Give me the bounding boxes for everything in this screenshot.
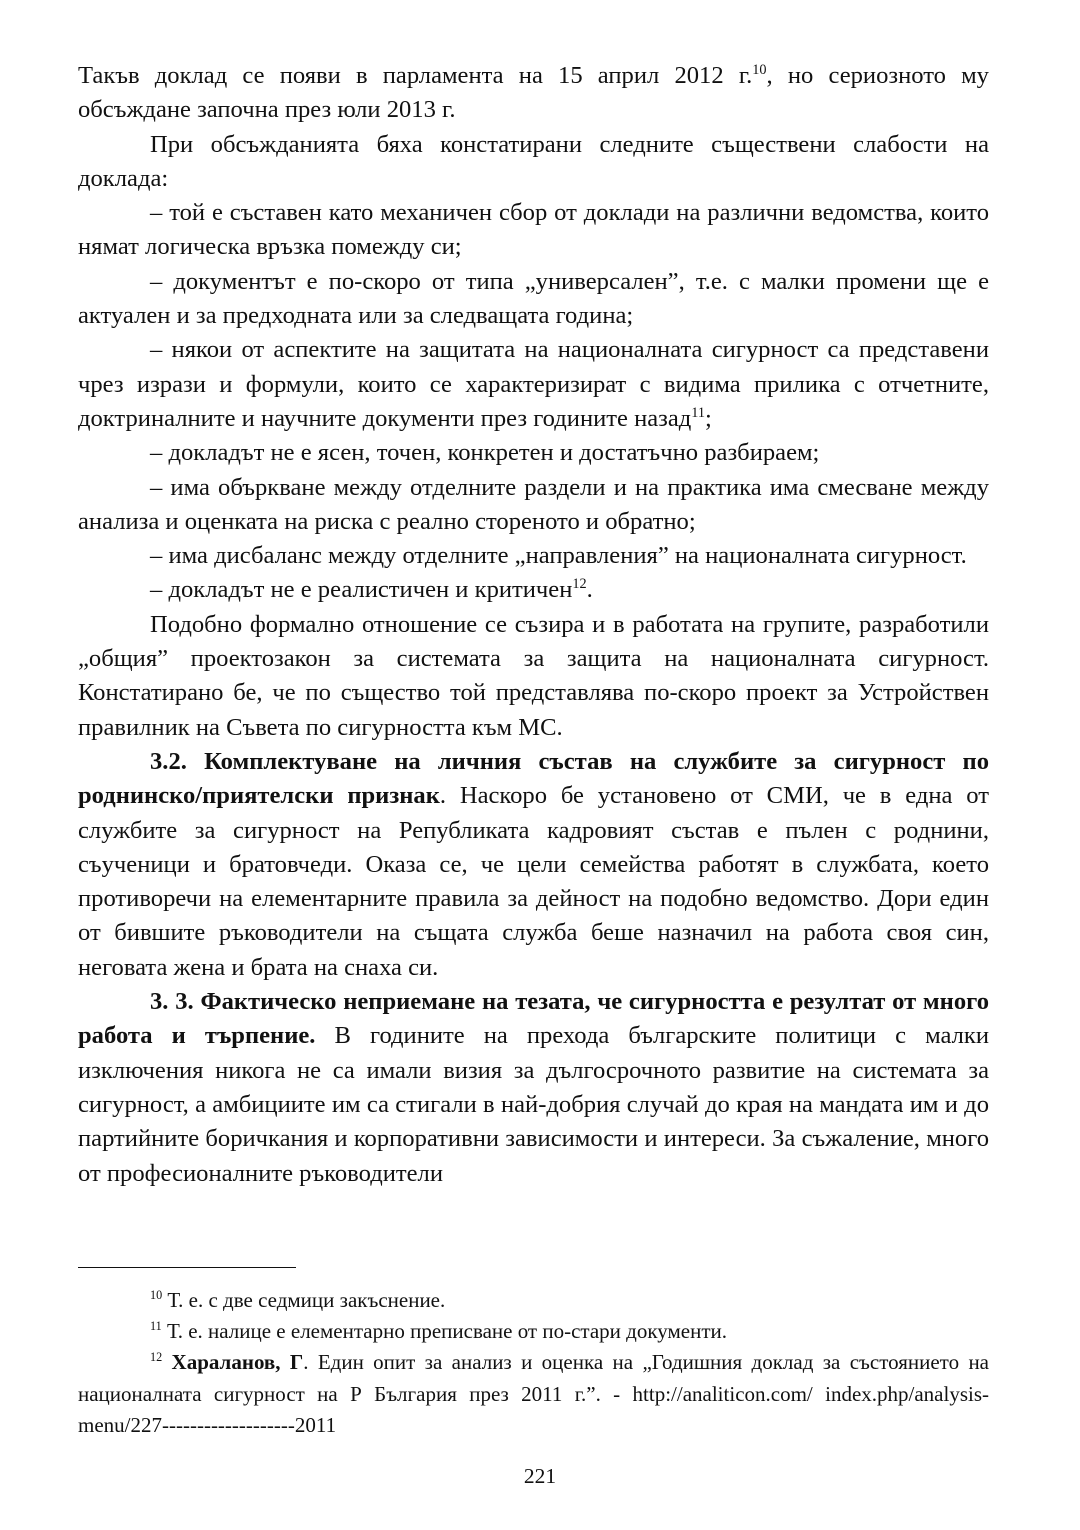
paragraph-2 xyxy=(78,128,989,197)
list-item-3 xyxy=(78,333,989,436)
section-3-2-paragraph xyxy=(78,745,989,985)
page-number: 221 xyxy=(523,1464,557,1488)
text-run: , но сериозното му обсъждане започна през юли 2013 г. xyxy=(78,62,989,124)
footnote-separator xyxy=(78,1267,296,1268)
text-run: В годините на прехода българските политици с малки изключения никога не са имали визия за дългосрочното развитие на системата за сигурност, а амбициите им са стигали в най-добрия случай до края на мандата им и до партийните боричкания и корпоративни зависимости и интереси. За съжаление, много от професионалните ръководители xyxy=(78,1022,990,1187)
paragraph-1 xyxy=(78,59,989,128)
text-run: . Наскоро бе установено от СМИ, че в една от службите за сигурност на Републиката кадровият състав е пълен с роднини, съученици и братовчеди. Оказа се, че цели семейства работят в службата, което противоречи на елементарните правила за дейност на подобно ведомство. Дори един от бившите ръководители на същата служба беше назначил на работа своя син, неговата жена и брата на снаха си. xyxy=(78,782,989,981)
bold-text: Хараланов, Г xyxy=(171,1350,304,1375)
list-item-4 xyxy=(78,436,989,470)
footnote-ref: 10 xyxy=(150,1288,163,1302)
section-3-3-paragraph xyxy=(78,985,989,1191)
text-run: – има дисбаланс между отделните „направления” на националната сигурност. xyxy=(150,542,967,570)
text-run: – докладът не е реалистичен и критичен xyxy=(150,576,573,604)
footnote-10 xyxy=(78,1285,989,1316)
list-item-1 xyxy=(78,196,989,265)
text-run: Т. е. с две седмици закъснение. xyxy=(162,1288,446,1312)
footnote-ref: 12 xyxy=(572,576,587,593)
footnotes xyxy=(78,1285,989,1441)
text-run: . xyxy=(586,576,593,604)
text-run: – документът е по-скоро от типа „универсален”, т.е. с малки промени ще е актуален и за предходната или за следващата година; xyxy=(78,267,989,330)
text-run: – той е съставен като механичен сбор от доклади на различни ведомства, които нямат логическа връзка помежду си; xyxy=(78,199,989,261)
paragraph-3 xyxy=(78,608,989,745)
bold-text: 3. 3. Фактическо неприемане на тезата, че сигурността е резултат от много работа и търпение. xyxy=(78,988,989,1050)
body-text xyxy=(78,59,989,1191)
footnote-ref: 10 xyxy=(752,61,767,78)
footnote-ref: 12 xyxy=(150,1350,163,1365)
footnote-ref: 11 xyxy=(150,1319,162,1334)
footnote-11 xyxy=(78,1316,989,1347)
text-run: – някои от аспектите на защитата на националната сигурност са представени чрез изрази и формули, които се характеризират с видима прилика с отчетните, доктриналните и научните документи през годините назад xyxy=(78,336,989,432)
list-item-7 xyxy=(78,573,989,607)
list-item-5 xyxy=(78,471,989,540)
text-run: Такъв доклад се появи в парламента на 15 април 2012 г. xyxy=(78,62,753,89)
text-run: Подобно формално отношение се съзира и в работата на групите, разработили „общия” проектозакон за системата за защита на националната сигурност. Констатирано бе, че по същество той представлява по-скоро проект за Устройствен правилник на Съвета по сигурността към МС. xyxy=(78,610,989,741)
list-item-6 xyxy=(78,539,989,573)
footnote-ref: 11 xyxy=(691,404,706,421)
text-run: При обсъжданията бяха констатирани следните съществени слабости на доклада: xyxy=(78,130,989,192)
text-run: ; xyxy=(705,404,712,432)
list-item-2 xyxy=(78,265,989,334)
text-run: Т. е. налице е елементарно преписване от по-стари документи. xyxy=(161,1319,727,1344)
text-run: – докладът не е ясен, точен, конкретен и достатъчно разбираем; xyxy=(150,439,820,467)
footnote-12 xyxy=(78,1347,989,1441)
text-run xyxy=(162,1350,171,1374)
bold-text: 3.2. Комплектуване на личния състав на службите за сигурност по роднинско/приятелски признак xyxy=(78,747,989,810)
text-run: . Един опит за анализ и оценка на „Годишния доклад за състоянието на националната сигурност на Р България през 2011 г.”. - http://analiticon.com/ index.php/analysis-menu/227-------------------2011 xyxy=(78,1350,989,1437)
text-run: – има объркване между отделните раздели и на практика има смесване между анализа и оценката на риска с реално стореното и обратно; xyxy=(78,473,989,535)
